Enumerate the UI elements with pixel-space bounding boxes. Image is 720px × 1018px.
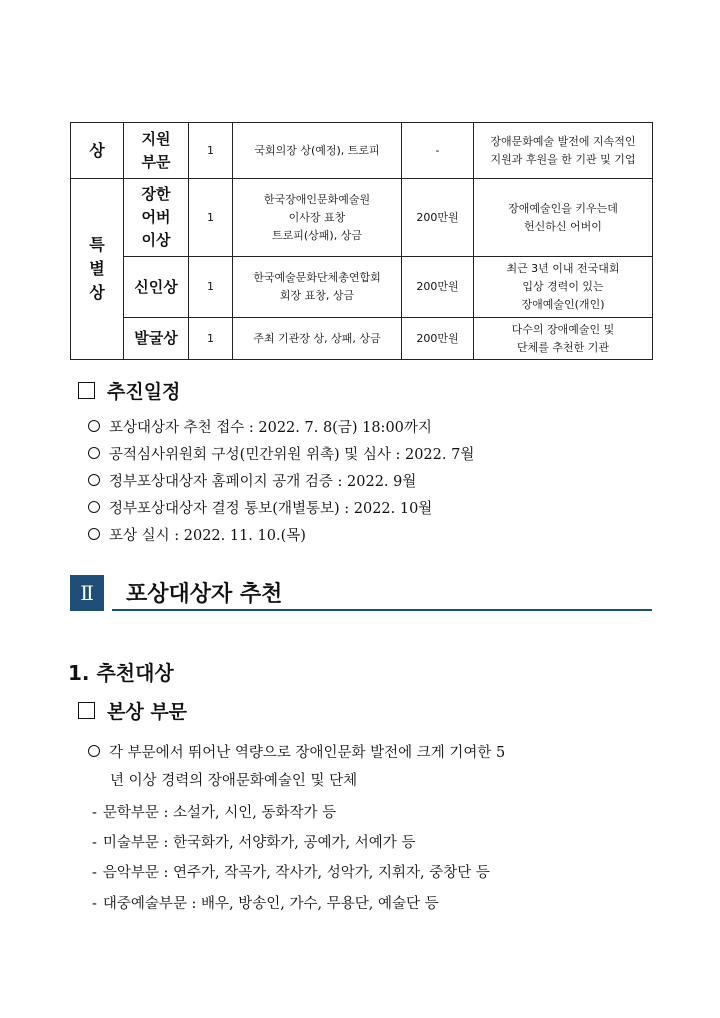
table-row: [71, 318, 653, 360]
criteria-cell: 장애예술인을 키우는데 헌신하신 어버이: [474, 179, 653, 257]
award-name-cell: 신인상: [124, 257, 189, 318]
list-item: 포상대상자 추천 접수 : 2022. 7. 8(금) 18:00까지: [88, 416, 432, 437]
prize-cell: 한국장애인문화예술원 이사장 표창 트로피(상패), 상금: [233, 179, 402, 257]
money-cell: 200만원: [402, 257, 474, 318]
list-item: 공적심사위원회 구성(민간위원 위촉) 및 심사 : 2022. 7월: [88, 443, 474, 464]
list-item: 정부포상대상자 결정 통보(개별통보) : 2022. 10월: [88, 497, 432, 518]
list-item: 정부포상대상자 홈페이지 공개 검증 : 2022. 9월: [88, 470, 416, 491]
criteria-cell: 장애문화예술 발전에 지속적인 지원과 후원을 한 기관 및 기업: [474, 123, 653, 179]
circle-bullet-icon: [88, 745, 100, 757]
circle-bullet-icon: [88, 447, 100, 459]
list-item: - 미술부문 : 한국화가, 서양화가, 공예가, 서예가 등: [92, 835, 416, 851]
chapter-title: 포상대상자 추천: [126, 582, 283, 607]
criteria-cell: 다수의 장애예술인 및 단체를 추천한 기관: [474, 318, 653, 360]
list-item: - 음악부문 : 연주가, 작곡가, 작사가, 성악가, 지휘자, 중창단 등: [92, 865, 490, 881]
count-cell: 1: [189, 123, 233, 179]
award-name-cell: 지원 부문: [124, 123, 189, 179]
money-cell: 200만원: [402, 318, 474, 360]
special-category-cell: 특 별 상: [71, 179, 124, 360]
count-cell: 1: [189, 318, 233, 360]
table-row: [71, 257, 653, 318]
checkbox-square-icon: [78, 702, 95, 719]
money-cell: -: [402, 123, 474, 179]
schedule-heading: 추진일정: [78, 377, 180, 404]
award-name-cell: 발굴상: [124, 318, 189, 360]
table-row: [71, 123, 653, 179]
criteria-cell: 최근 3년 이내 전국대회 입상 경력이 있는 장애예술인(개인): [474, 257, 653, 318]
money-cell: 200만원: [402, 179, 474, 257]
circle-bullet-icon: [88, 528, 100, 540]
chapter-divider: [112, 609, 652, 611]
award-table: [70, 122, 653, 360]
checkbox-square-icon: [78, 382, 95, 399]
table-row: [71, 179, 653, 257]
list-item: - 대중예술부문 : 배우, 방송인, 가수, 무용단, 예술단 등: [92, 896, 439, 912]
list-item: 포상 실시 : 2022. 11. 10.(목): [88, 524, 306, 545]
circle-bullet-icon: [88, 420, 100, 432]
subsection-heading: 본상 부문: [78, 697, 187, 724]
count-cell: 1: [189, 179, 233, 257]
circle-bullet-icon: [88, 501, 100, 513]
prize-cell: 한국예술문화단체총연합회 회장 표창, 상금: [233, 257, 402, 318]
category-cell: 상: [71, 123, 124, 179]
award-name-cell: 장한 어버 이상: [124, 179, 189, 257]
section-title: 1. 추천대상: [68, 661, 174, 685]
intro-text: 각 부문에서 뛰어난 역량으로 장애인문화 발전에 크게 기여한 5: [88, 741, 505, 762]
prize-cell: 국회의장 상(예정), 트로피: [233, 123, 402, 179]
circle-bullet-icon: [88, 474, 100, 486]
intro-text-continued: 년 이상 경력의 장애문화예술인 및 단체: [110, 773, 358, 789]
count-cell: 1: [189, 257, 233, 318]
prize-cell: 주최 기관장 상, 상패, 상금: [233, 318, 402, 360]
list-item: - 문학부문 : 소설가, 시인, 동화작가 등: [92, 805, 337, 821]
chapter-number-badge: Ⅱ: [70, 575, 104, 611]
